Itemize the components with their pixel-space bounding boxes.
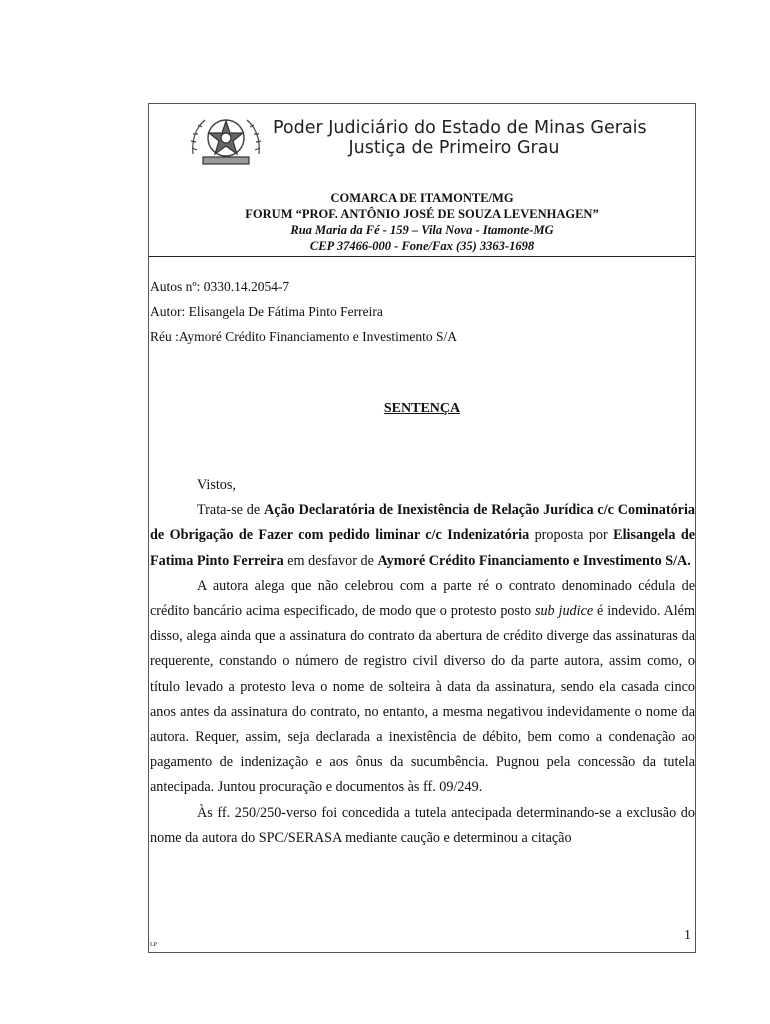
paragraph-1 — [150, 498, 695, 574]
comarca-name: COMARCA DE ITAMONTE/MG — [330, 191, 514, 205]
author-initials: LP — [150, 942, 158, 948]
case-number: Autos nº: 0330.14.2054-7 — [150, 279, 290, 294]
action-name: Ação Declaratória de Inexistência de Relação Jurídica c/c Cominatória de Obrigação de Fazer com pedido liminar c/c Indenizatória — [150, 502, 695, 544]
court-line-1: Poder Judiciário do Estado de Minas Gerais — [273, 118, 647, 138]
document-body — [150, 473, 695, 851]
text-run: em desfavor de — [283, 552, 378, 569]
court-line-2: Justiça de Primeiro Grau — [348, 138, 560, 158]
letterhead — [149, 104, 695, 257]
defendant: Réu :Aymoré Crédito Financiamento e Investimento S/A — [150, 329, 457, 344]
court-name — [273, 118, 683, 158]
document-title: SENTENÇA — [383, 401, 461, 416]
document-page — [148, 103, 696, 953]
comarca-block — [149, 190, 695, 254]
text-run: é indevido. Além disso, alega ainda que a assinatura do contrato da abertura de crédito diverge das assinaturas da requerente, constando o número de registro civil diverso do da parte autora, assim como, o título levado a protesto leva o nome de solteira à data da assinatura, sendo ela casada cinco anos antes da assinatura do contrato, no entanto, a mesma negativou indevidamente o nome da autora. Requer, assim, seja declarada a inexistência de débito, bem como a condenação ao pagamento de indenização e aos ônus da sucumbência. Pugnou pela concessão da tutela antecipada. Juntou procuração e documentos às ff. 09/249. — [150, 603, 696, 796]
coat-of-arms-seal — [189, 110, 263, 170]
text-run: Trata-se de — [197, 502, 265, 519]
text-run: A autora alega que não celebrou com a parte ré o contrato denominado cédula de crédito bancário acima especificado, de modo que o protesto posto — [150, 577, 695, 620]
forum-name: FORUM “PROF. ANTÔNIO JOSÉ DE SOUZA LEVENHAGEN” — [245, 207, 599, 221]
paragraph-3: Às ff. 250/250-verso foi concedida a tutela antecipada determinando-se a exclusão do nome da autora do SPC/SERASA mediante caução e determinou a citação — [150, 804, 695, 846]
latin-term: sub judice — [534, 603, 594, 620]
paragraph-vistos: Vistos, — [197, 477, 236, 493]
forum-address: Rua Maria da Fé - 159 – Vila Nova - Itamonte-MG — [290, 223, 554, 237]
text-run: proposta por — [529, 527, 614, 544]
case-info — [150, 274, 457, 349]
paragraph-2 — [150, 574, 695, 801]
plaintiff: Autor: Elisangela De Fátima Pinto Ferreira — [150, 304, 383, 319]
page-number: 1 — [684, 928, 691, 943]
defendant-name: Aymoré Crédito Financiamento e Investimento S/A. — [377, 552, 691, 569]
plaintiff-name: Elisangela de Fatima Pinto Ferreira — [150, 527, 696, 569]
forum-cep-phone: CEP 37466-000 - Fone/Fax (35) 3363-1698 — [309, 239, 535, 253]
